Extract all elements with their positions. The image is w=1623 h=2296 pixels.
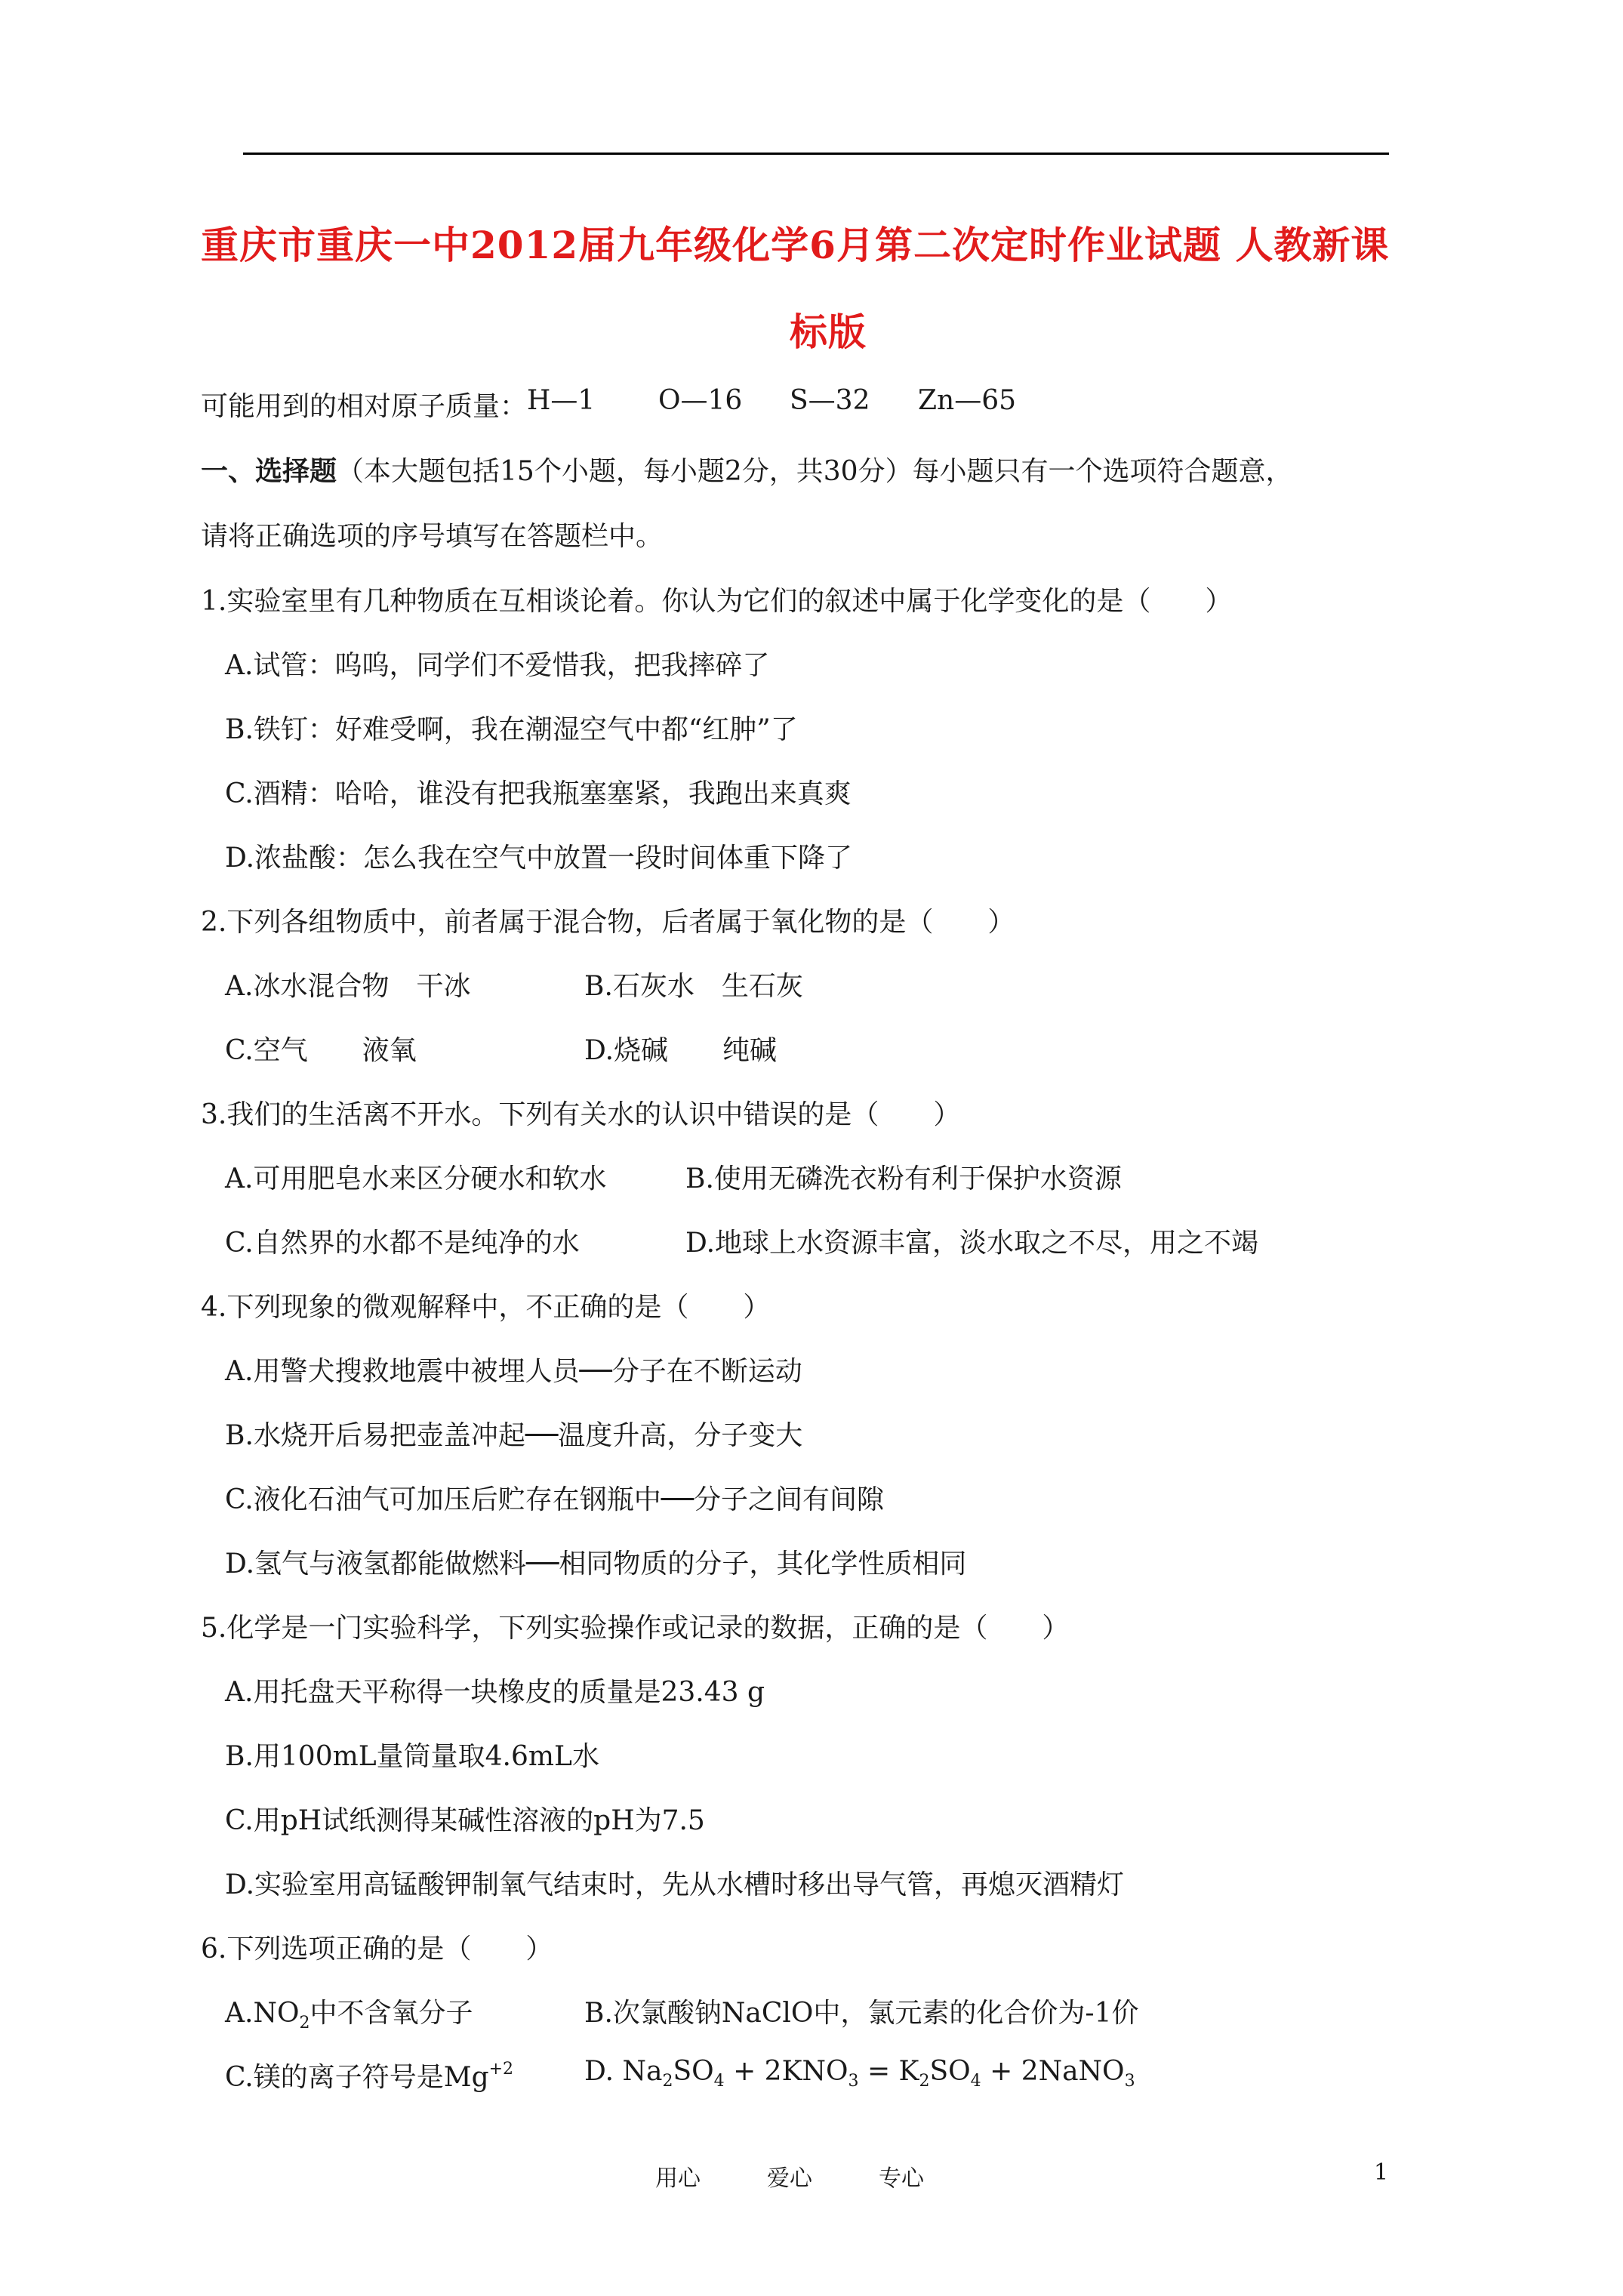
option-a-text-end: 中不含氧分子 [310, 1998, 473, 2029]
subscript: 2 [299, 2014, 310, 2032]
atomic-mass-label: 可能用到的相对原子质量： [201, 391, 528, 422]
question-1-option-d: D.浓盐酸：怎么我在空气中放置一段时间体重下降了 [225, 843, 853, 874]
superscript: +2 [488, 2060, 514, 2079]
question-2-stem: 2.下列各组物质中，前者属于混合物，后者属于氧化物的是（ ） [201, 907, 1015, 938]
subscript: 4 [970, 2072, 981, 2091]
question-5-stem: 5.化学是一门实验科学，下列实验操作或记录的数据，正确的是（ ） [201, 1613, 1070, 1644]
question-6-option-b: B.次氯酸钠NaClO中，氯元素的化合价为-1价 [584, 1998, 1139, 2029]
question-2-option-c: C.空气 液氧 [225, 1035, 417, 1066]
footer-motto-3: 专心 [879, 2165, 924, 2192]
question-1-stem: 1.实验室里有几种物质在互相谈论着。你认为它们的叙述中属于化学变化的是（ ） [201, 586, 1233, 617]
question-3-option-c: C.自然界的水都不是纯净的水 [225, 1228, 580, 1259]
equation-part: D. Na [584, 2056, 663, 2087]
equation-part: SO [673, 2056, 714, 2087]
question-6-option-d [584, 2056, 1135, 2091]
subscript: 3 [1124, 2072, 1135, 2091]
question-1-option-c: C.酒精：哈哈，谁没有把我瓶塞塞紧，我跑出来真爽 [225, 778, 852, 809]
question-1-option-a: A.试管：呜呜，同学们不爱惜我，把我摔碎了 [225, 650, 770, 681]
question-3-stem: 3.我们的生活离不开水。下列有关水的认识中错误的是（ ） [201, 1099, 961, 1130]
page-title-line2: 标版 [790, 310, 867, 354]
equation-part: + 2KNO [724, 2056, 848, 2087]
section-heading-line [201, 450, 1293, 488]
equation-part: = K [858, 2056, 919, 2087]
footer-motto-2: 爱心 [767, 2165, 812, 2192]
subscript: 2 [662, 2072, 673, 2091]
atomic-mass-h: H—1 [527, 385, 596, 416]
section-description: （本大题包括15个小题，每小题2分，共30分）每小题只有一个选项符合题意， [337, 456, 1293, 487]
page-number: 1 [1374, 2159, 1389, 2186]
question-4-option-d: D.氢气与液氢都能做燃料──相同物质的分子，其化学性质相同 [225, 1549, 967, 1579]
question-6-stem: 6.下列选项正确的是（ ） [201, 1934, 553, 1965]
footer-motto-1: 用心 [655, 2165, 701, 2192]
atomic-mass-s: S—32 [790, 385, 870, 416]
question-5-option-c: C.用pH试纸测得某碱性溶液的pH为7.5 [225, 1805, 705, 1836]
question-5-option-d: D.实验室用高锰酸钾制氧气结束时，先从水槽时移出导气管，再熄灭酒精灯 [225, 1869, 1125, 1900]
header-rule [243, 153, 1389, 155]
atomic-mass-zn: Zn—65 [918, 385, 1017, 416]
equation-part: + 2NaNO [981, 2056, 1125, 2087]
question-6-option-c [225, 2056, 513, 2094]
question-4-option-b: B.水烧开后易把壶盖冲起──温度升高，分子变大 [225, 1420, 803, 1451]
question-3-option-a: A.可用肥皂水来区分硬水和软水 [225, 1163, 607, 1194]
subscript: 4 [713, 2072, 725, 2091]
question-5-option-a: A.用托盘天平称得一块橡皮的质量是23.43 g [225, 1677, 765, 1708]
option-c-text: C.镁的离子符号是Mg [225, 2062, 489, 2093]
question-3-option-d: D.地球上水资源丰富，淡水取之不尽，用之不竭 [685, 1228, 1259, 1259]
question-1-option-b: B.铁钉：好难受啊，我在潮湿空气中都“红肿”了 [225, 714, 798, 745]
question-2-option-b: B.石灰水 生石灰 [584, 971, 803, 1002]
section-heading: 一、选择题 [201, 455, 337, 487]
question-4-option-c: C.液化石油气可加压后贮存在钢瓶中──分子之间有间隙 [225, 1484, 885, 1515]
atomic-mass-o: O—16 [658, 385, 743, 416]
question-3-option-b: B.使用无磷洗衣粉有利于保护水资源 [685, 1163, 1122, 1194]
question-6-option-a [225, 1992, 473, 2030]
option-a-text: A.NO [225, 1998, 300, 2029]
question-4-option-a: A.用警犬搜救地震中被埋人员──分子在不断运动 [225, 1356, 802, 1387]
page-title-line1: 重庆市重庆一中2012届九年级化学6月第二次定时作业试题 人教新课 [201, 223, 1390, 267]
subscript: 2 [919, 2072, 930, 2091]
section-description-2: 请将正确选项的序号填写在答题栏中。 [201, 521, 664, 552]
question-5-option-b: B.用100mL量筒量取4.6mL水 [225, 1741, 599, 1772]
subscript: 3 [848, 2072, 859, 2091]
equation-part: SO [929, 2056, 971, 2087]
question-2-option-a: A.冰水混合物 干冰 [225, 971, 471, 1002]
question-4-stem: 4.下列现象的微观解释中，不正确的是（ ） [201, 1292, 771, 1323]
question-2-option-d: D.烧碱 纯碱 [584, 1035, 778, 1066]
